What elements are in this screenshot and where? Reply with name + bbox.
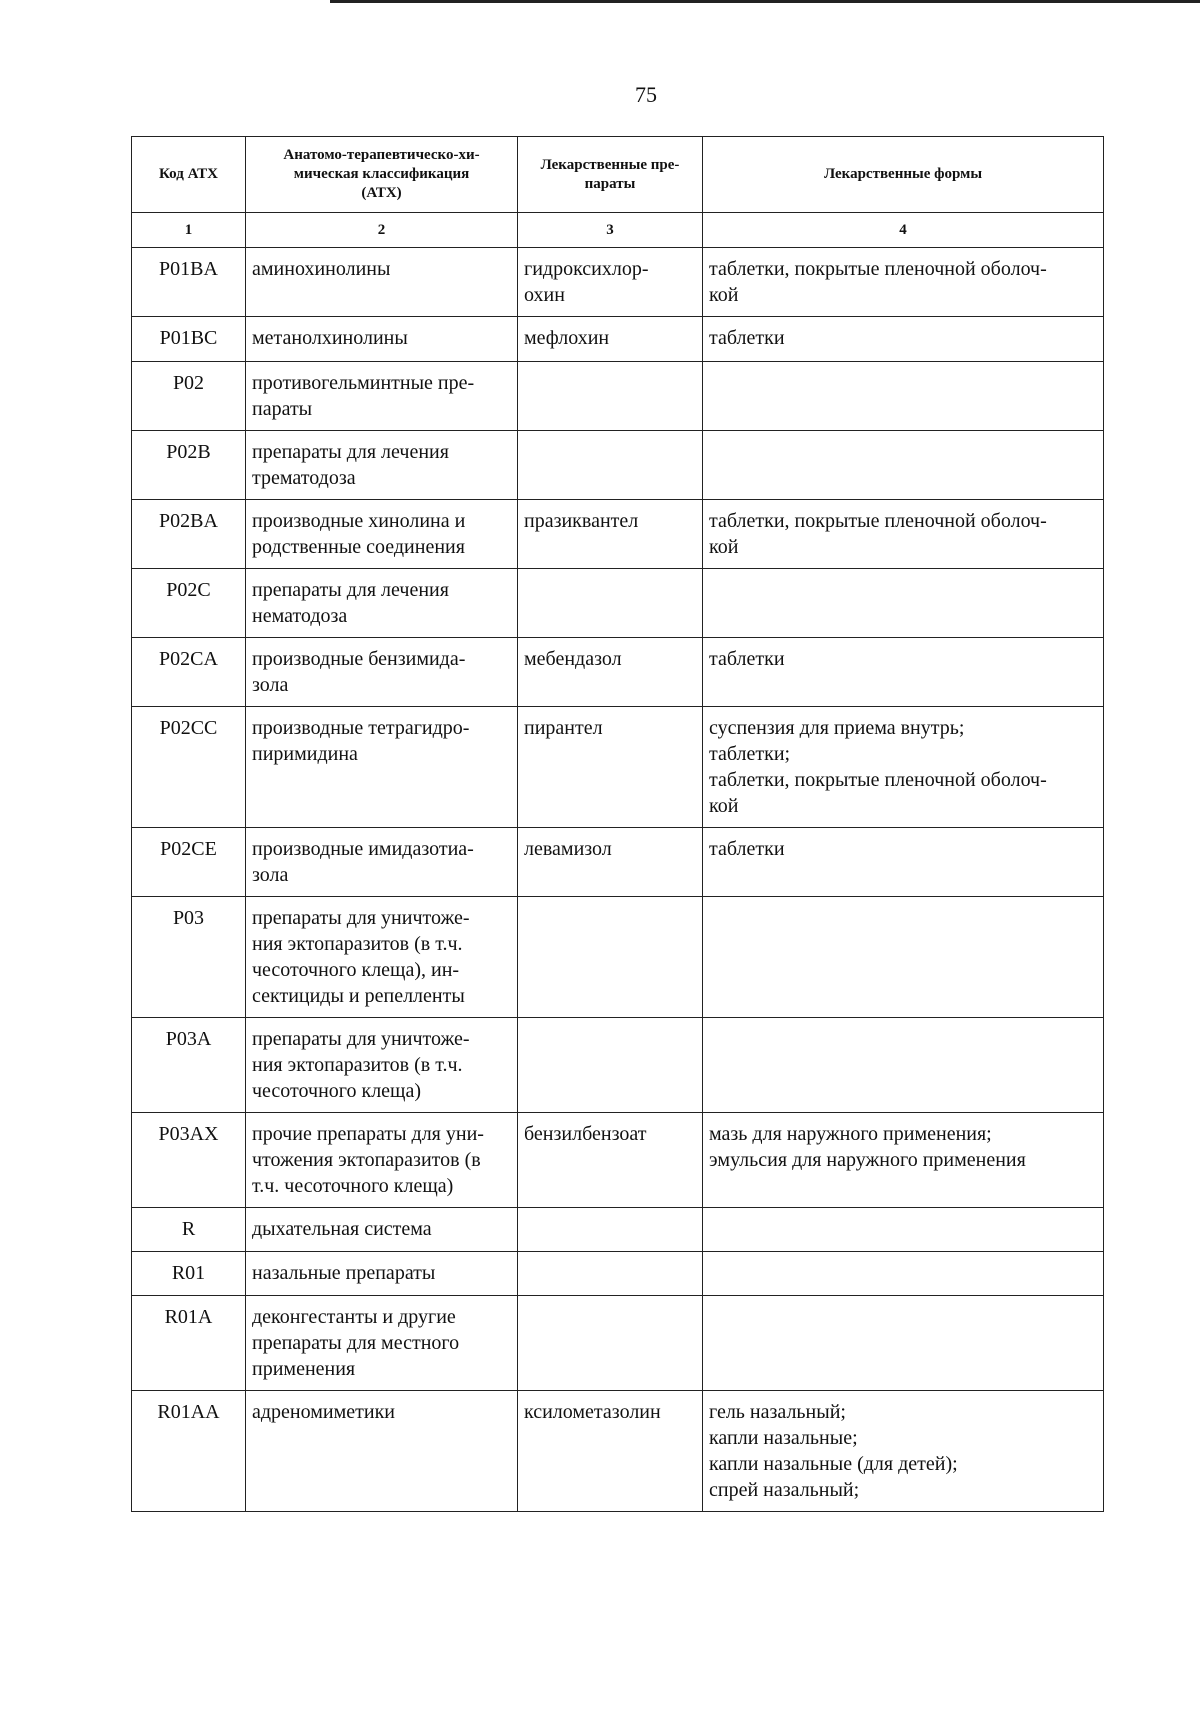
scan-top-rule — [330, 0, 1200, 3]
dosage-forms-cell — [703, 569, 1104, 638]
drug-cell — [518, 897, 703, 1018]
classification-cell: метанолхинолины — [246, 317, 518, 362]
drug-cell — [518, 569, 703, 638]
dosage-forms-cell: таблетки, покрытые пленочной оболоч- кой — [703, 248, 1104, 317]
classification-cell: дыхательная система — [246, 1208, 518, 1252]
column-number: 2 — [246, 213, 518, 248]
classification-cell: назальные препараты — [246, 1252, 518, 1296]
dosage-forms-cell: таблетки, покрытые пленочной оболоч- кой — [703, 500, 1104, 569]
header-classification: Анатомо-терапевтическо-хи- мическая классификация (АТХ) — [246, 137, 518, 213]
table-row — [132, 638, 1104, 707]
dosage-forms-cell — [703, 897, 1104, 1018]
classification-cell: прочие препараты для уни- чтожения эктопаразитов (в т.ч. чесоточного клеща) — [246, 1113, 518, 1208]
atx-code-cell: P02CC — [132, 707, 246, 828]
dosage-forms-cell — [703, 1296, 1104, 1391]
table-row — [132, 1296, 1104, 1391]
drug-cell: ксилометазолин — [518, 1391, 703, 1512]
dosage-forms-cell — [703, 1208, 1104, 1252]
atx-code-cell: R01A — [132, 1296, 246, 1391]
header-code: Код АТХ — [132, 137, 246, 213]
drug-cell — [518, 431, 703, 500]
table-row — [132, 1018, 1104, 1113]
table-row — [132, 897, 1104, 1018]
column-number: 4 — [703, 213, 1104, 248]
atx-code-cell: P02C — [132, 569, 246, 638]
atx-code-cell: P02CA — [132, 638, 246, 707]
classification-cell: деконгестанты и другие препараты для местного применения — [246, 1296, 518, 1391]
dosage-forms-cell — [703, 431, 1104, 500]
column-number-row — [132, 213, 1104, 248]
header-drugs: Лекарственные пре- параты — [518, 137, 703, 213]
classification-cell: производные бензимида- зола — [246, 638, 518, 707]
dosage-forms-cell — [703, 362, 1104, 431]
table-row — [132, 362, 1104, 431]
classification-cell: препараты для лечения нематодоза — [246, 569, 518, 638]
header-forms: Лекарственные формы — [703, 137, 1104, 213]
dosage-forms-cell — [703, 1018, 1104, 1113]
atx-code-cell: P03AX — [132, 1113, 246, 1208]
classification-cell: производные хинолина и родственные соединения — [246, 500, 518, 569]
table-row — [132, 569, 1104, 638]
atx-code-cell: P03A — [132, 1018, 246, 1113]
header-row — [132, 137, 1104, 213]
drug-cell — [518, 362, 703, 431]
classification-cell: аминохинолины — [246, 248, 518, 317]
table-row — [132, 500, 1104, 569]
dosage-forms-cell: суспензия для приема внутрь; таблетки; таблетки, покрытые пленочной оболоч- кой — [703, 707, 1104, 828]
drug-cell: мефлохин — [518, 317, 703, 362]
drug-cell: мебендазол — [518, 638, 703, 707]
drug-cell: левамизол — [518, 828, 703, 897]
classification-cell: препараты для уничтоже- ния эктопаразитов (в т.ч. чесоточного клеща) — [246, 1018, 518, 1113]
dosage-forms-cell: мазь для наружного применения; эмульсия для наружного применения — [703, 1113, 1104, 1208]
table-row — [132, 1391, 1104, 1512]
atx-code-cell: R — [132, 1208, 246, 1252]
table-row — [132, 707, 1104, 828]
column-number: 1 — [132, 213, 246, 248]
dosage-forms-cell: таблетки — [703, 828, 1104, 897]
classification-cell: производные имидазотиа- зола — [246, 828, 518, 897]
atx-code-cell: P02 — [132, 362, 246, 431]
classification-cell: препараты для лечения трематодоза — [246, 431, 518, 500]
classification-cell: адреномиметики — [246, 1391, 518, 1512]
drug-cell: гидроксихлор- охин — [518, 248, 703, 317]
page-number: 75 — [635, 82, 657, 107]
atx-code-cell: P02B — [132, 431, 246, 500]
dosage-forms-cell: таблетки — [703, 638, 1104, 707]
atx-table — [131, 136, 1104, 1512]
atx-code-cell: P01BC — [132, 317, 246, 362]
drug-cell: празиквантел — [518, 500, 703, 569]
dosage-forms-cell: таблетки — [703, 317, 1104, 362]
column-number: 3 — [518, 213, 703, 248]
atx-code-cell: R01AA — [132, 1391, 246, 1512]
drug-cell — [518, 1018, 703, 1113]
atx-code-cell: P02BA — [132, 500, 246, 569]
table-row — [132, 431, 1104, 500]
drug-cell — [518, 1208, 703, 1252]
drug-cell: бензилбензоат — [518, 1113, 703, 1208]
drug-cell: пирантел — [518, 707, 703, 828]
table-row — [132, 828, 1104, 897]
atx-code-cell: P01BA — [132, 248, 246, 317]
table-row — [132, 248, 1104, 317]
classification-cell: противогельминтные пре- параты — [246, 362, 518, 431]
table-row — [132, 1113, 1104, 1208]
table-row — [132, 1252, 1104, 1296]
drug-cell — [518, 1296, 703, 1391]
table-row — [132, 1208, 1104, 1252]
table-row — [132, 317, 1104, 362]
atx-code-cell: R01 — [132, 1252, 246, 1296]
classification-cell: производные тетрагидро- пиримидина — [246, 707, 518, 828]
dosage-forms-cell — [703, 1252, 1104, 1296]
atx-code-cell: P02CE — [132, 828, 246, 897]
dosage-forms-cell: гель назальный; капли назальные; капли назальные (для детей); спрей назальный; — [703, 1391, 1104, 1512]
classification-cell: препараты для уничтоже- ния эктопаразитов (в т.ч. чесоточного клеща), ин- сектициды и репелленты — [246, 897, 518, 1018]
drug-cell — [518, 1252, 703, 1296]
atx-code-cell: P03 — [132, 897, 246, 1018]
